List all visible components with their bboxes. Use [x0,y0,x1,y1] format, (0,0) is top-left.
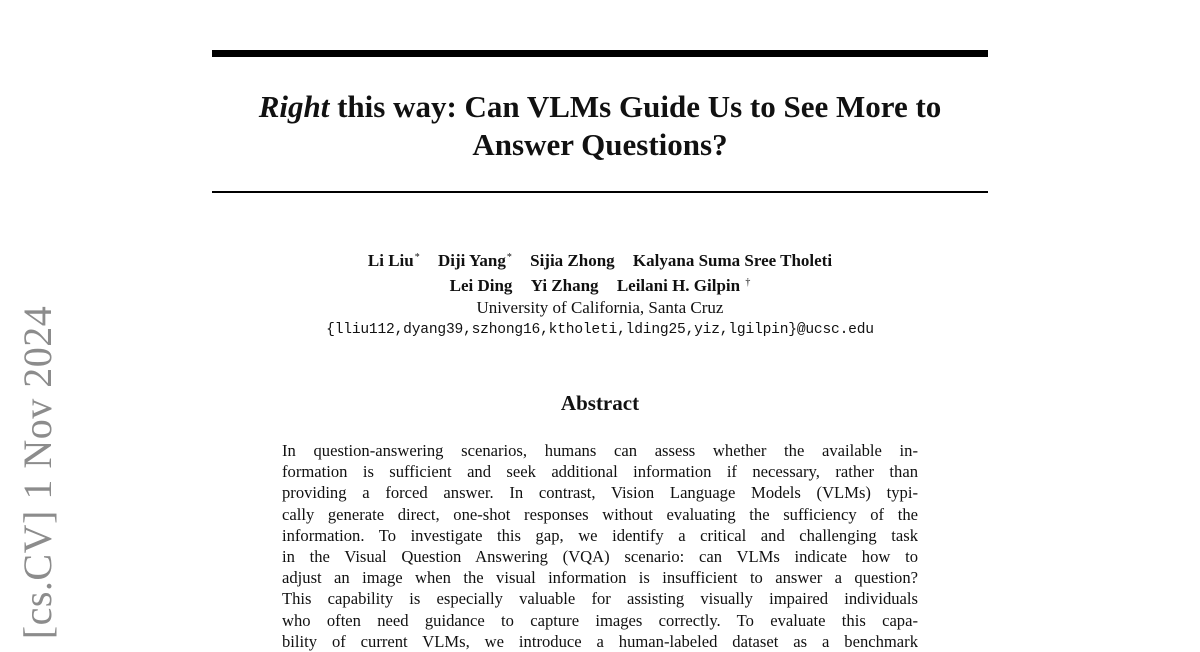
author-mark: * [414,252,420,263]
abstract-heading: Abstract [560,391,640,415]
abstract-line: cally generate direct, one-shot responses without evaluating the sufficiency of the [282,504,918,524]
abstract-line: In question-answering scenarios, humans can assess whether the available in- [282,441,918,460]
author-name: Li Liu* [367,251,420,270]
author-name: Lei Ding [449,276,513,295]
title-line-1-rest: this way: Can VLMs Guide Us to See More to [329,89,942,124]
author-name: Sijia Zhong [530,251,615,270]
author-name: Kalyana Suma Sree Tholeti [632,251,833,270]
author-name: Diji Yang* [438,251,512,270]
author-mark: * [506,252,512,263]
title-top-rule [212,50,988,57]
title-italic-word: Right [258,89,330,124]
abstract-line: in the Visual Question Answering (VQA) scenario: can VLMs indicate how to [282,546,918,566]
arxiv-stamp [8,305,68,640]
abstract-line: bility of current VLMs, we introduce a human-labeled dataset as a benchmark [282,631,918,651]
abstract-line: providing a forced answer. In contrast, Vision Language Models (VLMs) typi- [282,483,918,503]
author-name: Yi Zhang [530,276,599,295]
author-row-2 [212,272,988,297]
author-mark: † [745,277,751,288]
abstract-line: information. To investigate this gap, we identify a critical and challenging task [282,525,918,545]
abstract-line: formation is sufficient and seek additional information if necessary, rather than [282,462,918,482]
title-line-1 [212,88,988,126]
author-row-1 [212,247,988,272]
author-name: Leilani H. Gilpin † [616,276,751,295]
author-block [212,247,988,341]
abstract-line: who often need guidance to capture images correctly. To evaluate this capa- [282,610,918,630]
title-bottom-rule [212,191,988,193]
abstract-text [282,440,918,652]
arxiv-stamp-text: [cs.CV] 1 Nov 2024 [15,305,61,640]
affiliation: University of California, Santa Cruz [476,298,724,317]
paper-title [212,88,988,164]
abstract-line: This capability is especially valuable for assisting visually impaired individuals [282,589,918,609]
author-emails[interactable]: {lliu112,dyang39,szhong16,ktholeti,lding25,yiz,lgilpin}@ucsc.edu [326,322,874,338]
abstract-line: adjust an image when the visual information is insufficient to answer a question? [282,568,918,588]
title-line-2: Answer Questions? [472,127,728,162]
